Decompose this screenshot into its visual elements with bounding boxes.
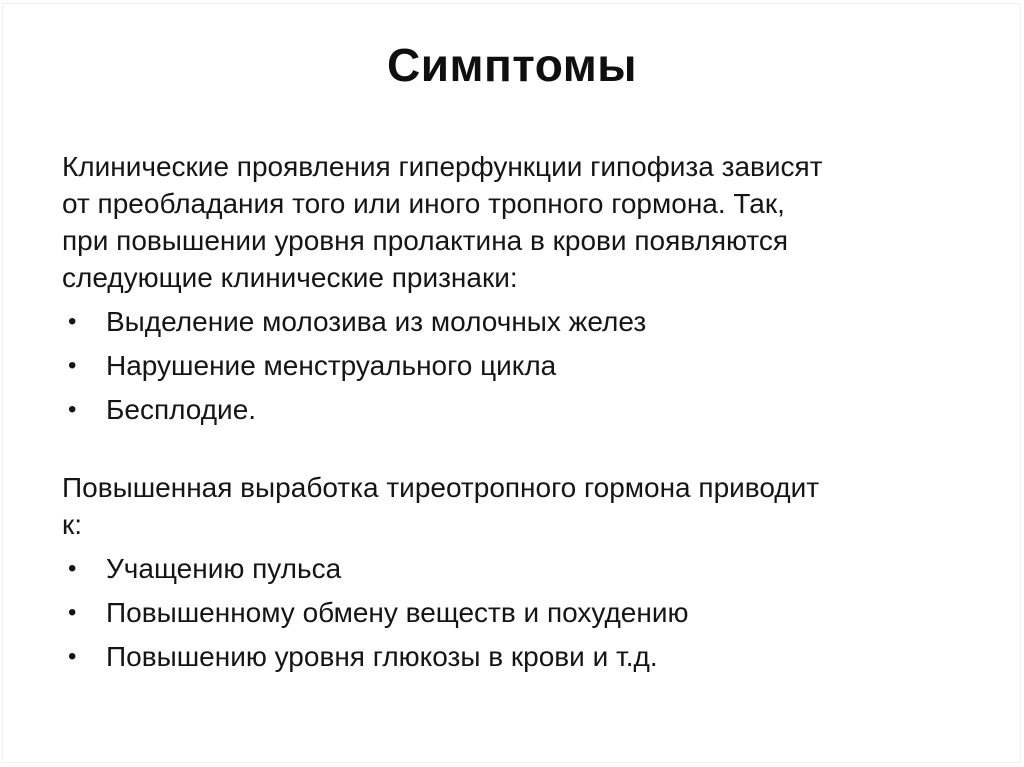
bullet-text: Нарушение менструального цикла	[106, 350, 557, 381]
bullet-list-2	[62, 550, 966, 675]
bullet-icon: •	[68, 643, 77, 670]
slide-title: Симптомы	[386, 39, 638, 91]
paragraph-1	[62, 148, 966, 296]
paragraph-line: Повышенная выработка тиреотропного гормона приводит	[62, 472, 820, 503]
list-item	[62, 303, 966, 340]
bullet-text: Бесплодие.	[106, 394, 257, 425]
list-item	[62, 594, 966, 631]
bullet-text: Повышенному обмену веществ и похудению	[106, 597, 689, 628]
paragraph-2	[62, 469, 966, 543]
bullet-icon: •	[68, 396, 77, 423]
slide-body	[62, 148, 966, 675]
bullet-icon: •	[68, 352, 77, 379]
paragraph-line: от преобладания того или иного тропного гормона. Так,	[62, 188, 785, 219]
bullet-text: Выделение молозива из молочных желез	[106, 306, 647, 337]
bullet-list-1	[62, 303, 966, 428]
bullet-text: Повышению уровня глюкозы в крови и т.д.	[106, 641, 658, 672]
bullet-text: Учащению пульса	[106, 553, 342, 584]
list-item	[62, 391, 966, 428]
bullet-icon: •	[68, 308, 77, 335]
paragraph-line: Клинические проявления гиперфункции гипофиза зависят	[62, 151, 823, 182]
paragraph-line: к:	[62, 509, 83, 540]
list-item	[62, 550, 966, 587]
paragraph-line: при повышении уровня пролактина в крови появляются	[62, 225, 789, 256]
bullet-icon: •	[68, 599, 77, 626]
bullet-icon: •	[68, 555, 77, 582]
list-item	[62, 638, 966, 675]
paragraph-line: следующие клинические признаки:	[62, 262, 518, 293]
list-item	[62, 347, 966, 384]
